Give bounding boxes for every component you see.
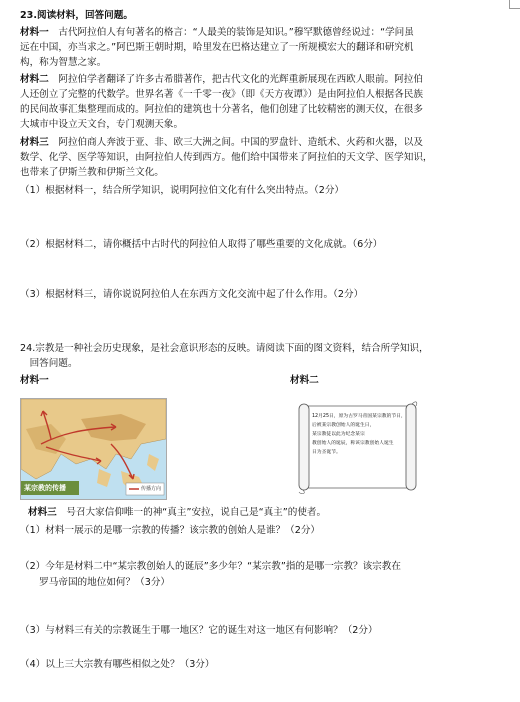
- q23-material2-line3: 的民间故事汇集整理而成的。阿拉伯的建筑也十分著名，他们创建了比较精密的测天仪，在很多: [20, 104, 423, 115]
- q23-material1-line2: 远在中国，亦当求之。”阿巴斯王朝时期，哈里发在巴格达建立了一所规模宏大的翻译和研究机: [20, 42, 414, 53]
- q23-material3-line2: 数学、化学、医学等知识，由阿拉伯人传到西方。他们给中国带来了阿拉伯的天文学、医学知识，: [20, 152, 433, 163]
- q24-subquestion-2-line1: （2）今年是材料二中“某宗教创始人的诞辰”多少年？“某宗教”指的是哪一宗教？该宗教在: [20, 561, 401, 572]
- page-corner-mark: [509, 0, 520, 9]
- q24-subquestion-3: （3）与材料三有关的宗教诞生于哪一地区？它的诞生对这一地区有何影响？（2分）: [20, 625, 378, 636]
- q23-subquestion-1: （1）根据材料一，结合所学知识，说明阿拉伯文化有什么突出特点。（2分）: [20, 185, 345, 196]
- q23-subquestion-3: （3）根据材料三，请你说说阿拉伯人在东西方文化交流中起了什么作用。（2分）: [20, 289, 364, 300]
- q23-title: 23.阅读材料，回答问题。: [20, 10, 133, 21]
- scroll-text-line: 后被某宗教创始人的诞生日，: [312, 423, 375, 428]
- q24-material1-label: 材料一: [20, 375, 49, 386]
- q23-material3-line3: 也带来了伊斯兰教和伊斯兰文化。: [20, 167, 164, 178]
- scroll-text-line: 教创始人的诞辰，称该宗教创始人诞生: [312, 441, 394, 446]
- q23-material3-label: 材料三: [20, 137, 49, 148]
- q23-material2-line2: 人还创立了完整的代数学。世界名著《一千零一夜》（即《天方夜谭》）是由阿拉伯人根据各民族: [20, 89, 423, 100]
- q24-title-line1: 24.宗教是一种社会历史现象，是社会意识形态的反映。请阅读下面的图文资料，结合所学知识，: [20, 343, 429, 354]
- scroll-text-line: 日为圣诞节。: [312, 450, 341, 455]
- q24-material3-line: 材料三 号召大家信仰唯一的神“真主”安拉，说自己是“真主”的使者。: [28, 507, 327, 518]
- q24-material3-label: 材料三: [28, 507, 57, 518]
- q24-subquestion-1: （1）材料一展示的是哪一宗教的传播？该宗教的创始人是谁？（2分）: [20, 525, 321, 536]
- q24-subquestion-4: （4）以上三大宗教有哪些相似之处？（3分）: [20, 659, 215, 670]
- scroll-text: [312, 412, 406, 457]
- q23-material2-label: 材料二: [20, 74, 49, 85]
- map-legend-label: 传播方向: [141, 486, 162, 492]
- q23-material3-line1: 材料三 阿拉伯商人奔波于亚、非、欧三大洲之间。中国的罗盘针、造纸术、火药和火器，以及: [20, 137, 423, 148]
- q24-title-line2: 回答问题。: [20, 358, 78, 369]
- q24-material2-label: 材料二: [290, 375, 319, 386]
- scroll-image: [295, 400, 420, 495]
- q23-material1-line1: 材料一 古代阿拉伯人有句著名的格言：“人最美的装饰是知识。”穆罕默德曾经说过：“学问虽: [20, 27, 414, 38]
- q23-material1-label: 材料一: [20, 27, 49, 38]
- map-caption: 某宗教的传播: [24, 484, 66, 492]
- q23-material1-line3: 构，称为智慧之家。: [20, 57, 107, 68]
- scroll-text-line: 12月25日，原为古罗马帝国某宗教的节日，: [312, 414, 406, 419]
- religion-spread-map: [20, 398, 167, 500]
- q23-material2-line4: 大城市中设立天文台，专门观测天象。: [20, 119, 184, 130]
- scroll-text-line: 某宗教徒以此为纪念某宗: [312, 432, 365, 437]
- q23-subquestion-2: （2）根据材料二，请你概括中古时代的阿拉伯人取得了哪些重要的文化成就。（6分）: [20, 239, 383, 250]
- q23-material2-line1: 材料二 阿拉伯学者翻译了许多古希腊著作，把古代文化的光辉重新展现在西欧人眼前。阿拉伯: [20, 74, 423, 85]
- q24-subquestion-2-line2: 罗马帝国的地位如何？（3分）: [20, 577, 171, 588]
